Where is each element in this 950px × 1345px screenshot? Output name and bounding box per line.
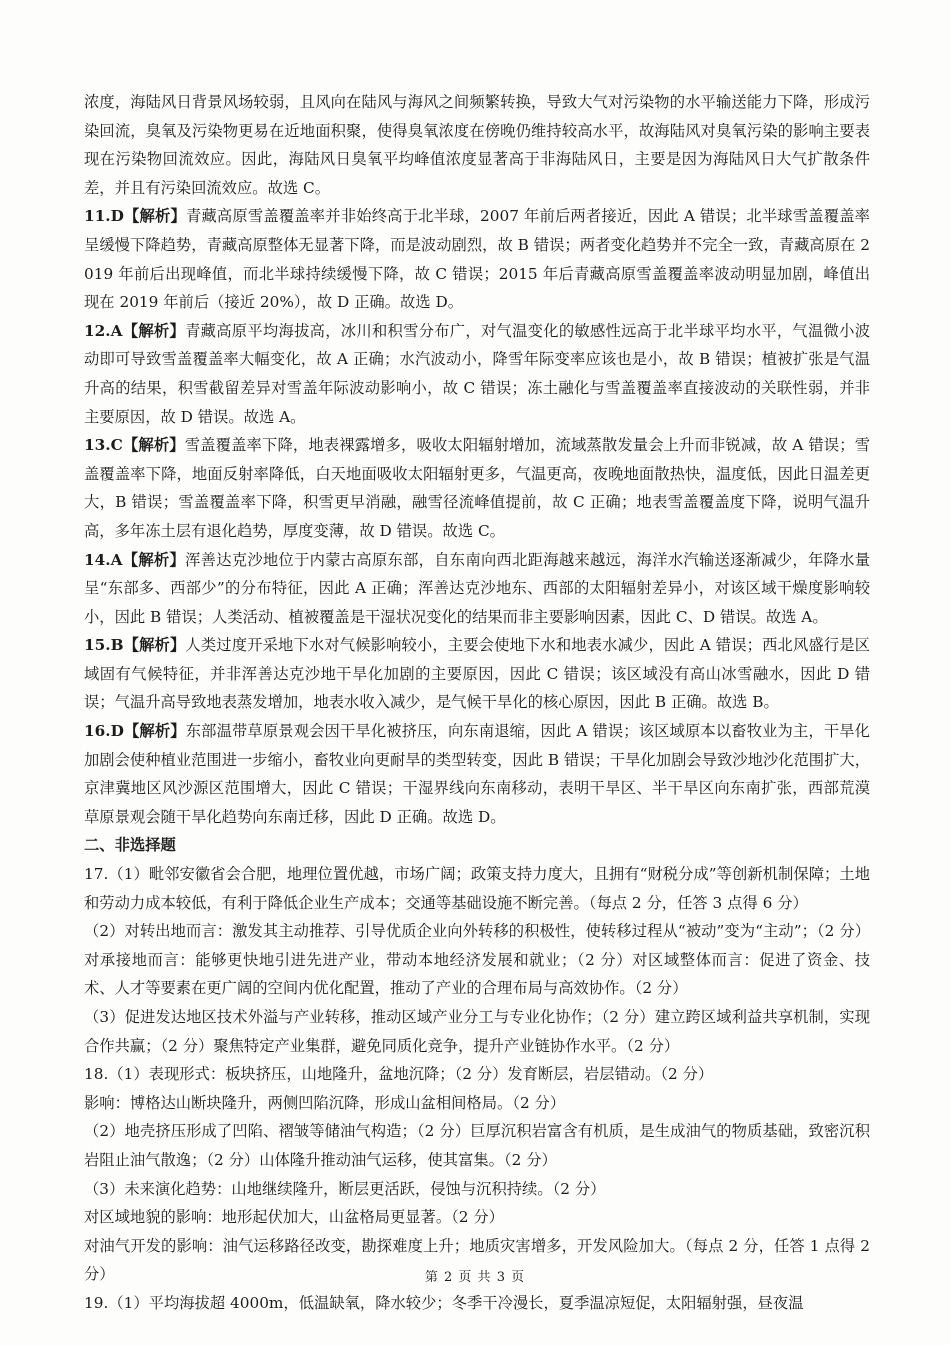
- answer-17-part2: （2）对转出地而言：激发其主动推荐、引导优质企业向外转移的积极性，使转移过程从“被动”变为“主动”；（2 分）对承接地而言：能够更快地引进先进产业，带动本地经济发展和就业；（2 分）对区域整体而言：促进了资金、技术、人才等要素在更广阔的空间内优化配置，推动了产业的合理布局与高效协作。（2 分）: [84, 922, 870, 998]
- answer-11-text: 青藏高原雪盖覆盖率并非始终高于北半球，2007 年前后两者接近，因此 A 错误；北半球雪盖覆盖率呈缓慢下降趋势，青藏高原整体无显著下降，而是波动剧烈，故 B 错误；两者变化趋势并不完全一致，青藏高原在 2019 年前后出现峰值，而北半球持续缓慢下降，故 C 错误；2015 年后青藏高原雪盖覆盖率波动明显加剧，峰值出现在 2019 年前后（接近 20%），故 D 正确。故选 D。: [84, 207, 870, 312]
- answer-12: [84, 317, 870, 431]
- answer-16: [84, 717, 870, 831]
- answer-11: [84, 202, 870, 316]
- answer-18-part1-effect: 影响：博格达山断块隆升，两侧凹陷沉降，形成山盆相间格局。（2 分）: [84, 1093, 566, 1112]
- answer-17-part3: （3）促进发达地区技术外溢与产业转移，推动区域产业分工与专业化协作；（2 分）建立跨区域利益共享机制，实现合作共赢；（2 分）聚焦特定产业集群，避免同质化竞争，提升产业链协作水平。（2 分）: [84, 1008, 870, 1055]
- answer-18-part3-oilgas: 对油气开发的影响：油气运移路径改变，勘探难度上升；地质灾害增多，开发风险加大。（每点 2 分，任答 1 点得 2 分）: [84, 1236, 870, 1284]
- answer-content: [84, 88, 870, 1318]
- answer-14-text: 浑善达克沙地位于内蒙古高原东部，自东南向西北距海越来越远，海洋水汽输送逐渐减少，年降水量呈“东部多、西部少”的分布特征，因此 A 正确；浑善达克沙地东、西部的太阳辐射差异小，对该区域干燥度影响较小，因此 B 错误；人类活动、植被覆盖是干湿状况变化的结果而非主要影响因素，因此 C、D 错误。故选 A。: [84, 550, 870, 626]
- section-title-non-choice: 二、非选择题: [84, 836, 176, 855]
- answer-18-part1: 18.（1）表现形式：板块挤压，山地隆升，盆地沉降；（2 分）发育断层，岩层错动。（2 分）: [84, 1065, 714, 1084]
- answer-13: [84, 431, 870, 545]
- answer-15: [84, 631, 870, 717]
- answer-17-part1: 17.（1）毗邻安徽省会合肥，地理位置优越，市场广阔；政策支持力度大，且拥有“财税分成”等创新机制保障；土地和劳动力成本较低，有利于降低企业生产成本；交通等基础设施不断完善。（每点 2 分，任答 3 点得 6 分）: [84, 865, 870, 912]
- answer-12-text: 青藏高原平均海拔高，冰川和积雪分布广，对气温变化的敏感性远高于北半球平均水平，气温微小波动即可导致雪盖覆盖率大幅变化，故 A 正确；水汽波动小，降雪年际变率应该也是小，故 B 错误；植被扩张是气温升高的结果，积雪截留差异对雪盖年际波动影响小，故 C 错误；冻土融化与雪盖覆盖率直接波动的关联性弱，并非主要原因，故 D 错误。故选 A。: [84, 321, 870, 426]
- answer-12-head: 12.A【解析】: [84, 321, 186, 340]
- answer-13-text: 雪盖覆盖率下降，地表裸露增多，吸收太阳辐射增加，流域蒸散发量会上升而非锐减，故 A 错误；雪盖覆盖率下降，地面反射率降低，白天地面吸收太阳辐射更多，气温更高，夜晚地面散热快，温度低，因此日温差更大，B 错误；雪盖覆盖率下降，积雪更早消融，融雪径流峰值提前，故 C 正确；地表雪盖覆盖度下降，说明气温升高，多年冻土层有退化趋势，厚度变薄，故 D 错误。故选 C。: [84, 436, 870, 540]
- answer-14-head: 14.A【解析】: [84, 550, 186, 569]
- answer-16-text: 东部温带草原景观会因干旱化被挤压，向东南退缩，因此 A 错误；该区域原本以畜牧业为主，干旱化加剧会使种植业范围进一步缩小，畜牧业向更耐旱的类型转变，因此 B 错误；干旱化加剧会导致沙地沙化范围扩大，京津冀地区风沙源区范围增大，因此 C 错误；干湿界线向东南移动，表明干旱区、半干旱区向东南扩张，西部荒漠草原景观会随干旱化趋势向东南迁移，因此 D 正确。故选 D。: [84, 722, 870, 826]
- answer-18-part3: （3）未来演化趋势：山地继续隆升，断层更活跃，侵蚀与沉积持续。（2 分）: [84, 1179, 606, 1198]
- answer-16-head: 16.D【解析】: [84, 722, 186, 741]
- answer-18-part2: （2）地壳挤压形成了凹陷、褶皱等储油气构造；（2 分）巨厚沉积岩富含有机质，是生成油气的物质基础，致密沉积岩阻止油气散逸；（2 分）山体隆升推动油气运移，使其富集。（2 分）: [84, 1122, 870, 1169]
- answer-13-head: 13.C【解析】: [84, 436, 185, 455]
- paragraph-continuation: 浓度，海陆风日背景风场较弱，且风向在陆风与海风之间频繁转换，导致大气对污染物的水平输送能力下降，形成污染回流，臭氧及污染物更易在近地面积聚，使得臭氧浓度在傍晚仍维持较高水平，故海陆风对臭氧污染的影响主要表现在污染物回流效应。因此，海陆风日臭氧平均峰值浓度显著高于非海陆风日，主要是因为海陆风日大气扩散条件差，并且有污染回流效应。故选 C。: [84, 93, 870, 197]
- answer-11-head: 11.D【解析】: [84, 207, 186, 226]
- answer-18-part3-landform: 对区域地貌的影响：地形起伏加大，山盆格局更显著。（2 分）: [84, 1208, 504, 1227]
- answer-15-head: 15.B【解析】: [84, 636, 186, 655]
- answer-15-text: 人类过度开采地下水对气候影响较小，主要会使地下水和地表水减少，因此 A 错误；西北风盛行是区域固有气候特征，并非浑善达克沙地干旱化加剧的主要原因，因此 C 错误；该区域没有高山冰雪融水，因此 D 错误；气温升高导致地表蒸发增加，地表水收入减少，是气候干旱化的核心原因，因此 B 正确。故选 B。: [84, 636, 870, 712]
- page-footer: 第 2 页 共 3 页: [424, 1270, 526, 1285]
- answer-19-part1: 19.（1）平均海拔超 4000m，低温缺氧，降水较少；冬季干冷漫长，夏季温凉短促，太阳辐射强，昼夜温: [84, 1293, 804, 1312]
- answer-14: [84, 546, 870, 632]
